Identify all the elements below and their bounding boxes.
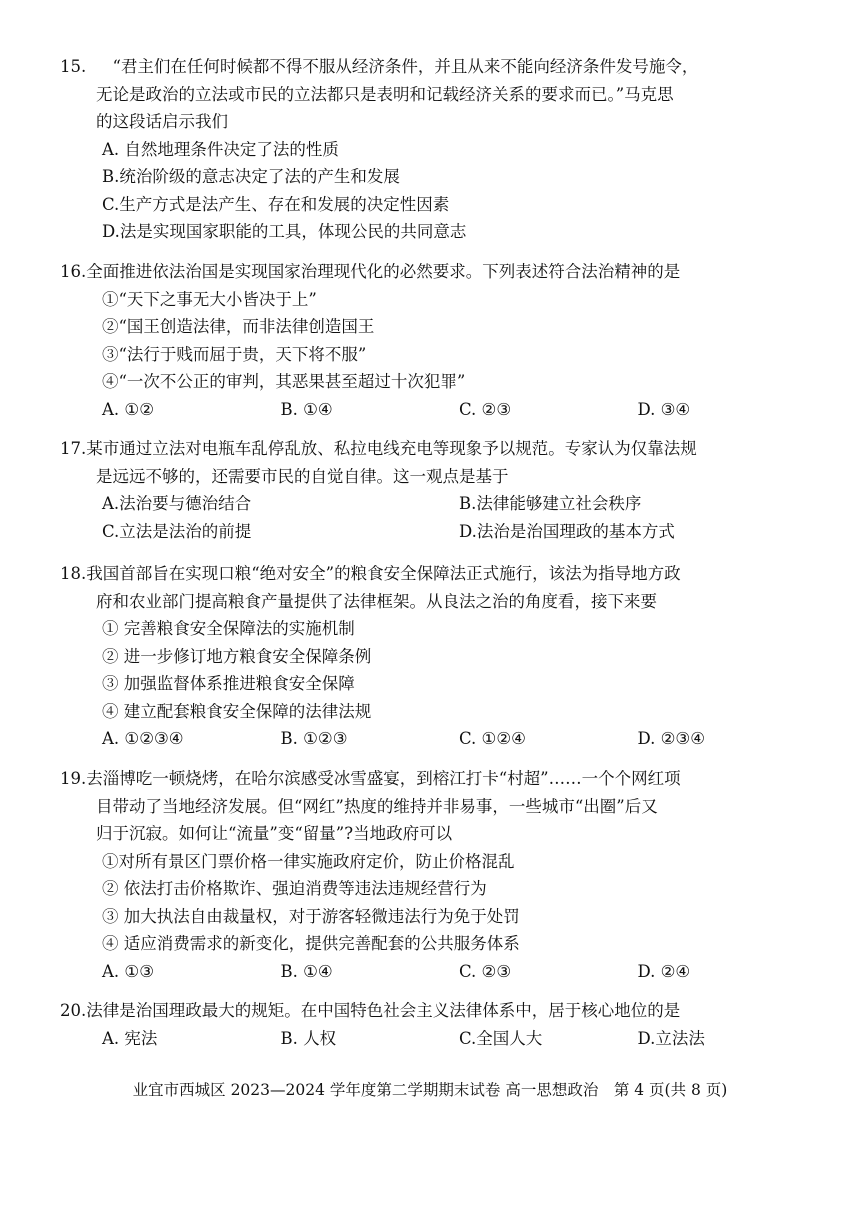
question-16 (60, 258, 816, 423)
question-stem-line: 府和农业部门提高粮食产量提供了法律框架。从良法之治的角度看，接下来要 (96, 591, 657, 611)
choice-d: D.法治是治国理政的基本方式 (459, 521, 675, 541)
question-stem-line: 全面推进依法治国是实现国家治理现代化的必然要求。下列表述符合法治精神的是 (86, 262, 681, 281)
question-stem-line: 是远远不够的，还需要市民的自觉自律。这一观点是基于 (96, 466, 509, 486)
question-stem-line: 某市通过立法对电瓶车乱停乱放、私拉电线充电等现象予以规范。专家认为仅靠法规 (86, 439, 697, 458)
choice-b: B. ①④ (280, 961, 333, 981)
choice-b: B.法律能够建立社会秩序 (459, 494, 642, 513)
choice-b: B. ①④ (280, 399, 333, 419)
choice-a: A. 宪法 (102, 1028, 158, 1048)
question-stem-line: 归于沉寂。如何让“流量”变“留量”?当地政府可以 (96, 824, 453, 843)
question-15 (60, 53, 810, 246)
choice-b: B. 人权 (280, 1028, 337, 1048)
question-stem-line: 法律是治国理政最大的规矩。在中国特色社会主义法律体系中，居于核心地位的是 (86, 1001, 681, 1020)
question-number: 20. (60, 1001, 87, 1020)
question-18 (60, 560, 816, 753)
statement-4: ④“一次不公正的审判，其恶果甚至超过十次犯罪” (102, 372, 466, 391)
question-stem-line: 目带动了当地经济发展。但“网红”热度的维持并非易事，一些城市“出圈”后又 (96, 796, 658, 816)
question-number: 17. (60, 439, 87, 458)
question-number: 19. (60, 769, 87, 788)
question-number: 15. (60, 57, 87, 76)
answer-choices-row-2 (96, 518, 816, 546)
statement-1: ①对所有景区门票价格一律实施政府定价，防止价格混乱 (102, 851, 515, 871)
answer-choices (96, 958, 816, 986)
option-a: A. 自然地理条件决定了法的性质 (102, 139, 339, 159)
choice-b: B. ①②③ (280, 729, 348, 748)
choice-d: D. ③④ (637, 399, 691, 419)
choice-d: D.立法法 (637, 1028, 705, 1048)
choice-c: C.全国人大 (459, 1028, 543, 1048)
answer-choices (96, 1025, 816, 1053)
choice-c: C. ②③ (459, 399, 512, 419)
question-number: 18. (60, 564, 87, 583)
question-20 (60, 997, 816, 1052)
statement-2: ② 依法打击价格欺诈、强迫消费等违法违规经营行为 (102, 879, 487, 898)
answer-choices (96, 396, 816, 424)
question-17 (60, 435, 816, 545)
statement-4: ④ 建立配套粮食安全保障的法律法规 (102, 701, 372, 721)
choice-c: C.立法是法治的前提 (102, 521, 252, 541)
question-stem-line: 无论是政治的立法或市民的立法都只是表明和记载经济关系的要求而已。”马克思 (96, 84, 674, 104)
choice-c: C. ①②④ (459, 729, 526, 748)
choice-a: A.法治要与德治结合 (102, 494, 252, 513)
statement-3: ③ 加大执法自由裁量权，对于游客轻微违法行为免于处罚 (102, 906, 520, 926)
statement-4: ④ 适应消费需求的新变化，提供完善配套的公共服务体系 (102, 934, 520, 953)
statement-2: ② 进一步修订地方粮食安全保障条例 (102, 646, 372, 666)
choice-d: D. ②④ (637, 961, 691, 981)
choice-a: A. ①②③④ (102, 729, 184, 748)
option-c: C.生产方式是法产生、存在和发展的决定性因素 (102, 194, 450, 214)
question-stem-line: “君主们在任何时候都不得不服从经济条件，并且从来不能向经济条件发号施令， (96, 57, 699, 76)
statement-3: ③“法行于贱而屈于贵，天下将不服” (102, 344, 367, 364)
option-d: D.法是实现国家职能的工具，体现公民的共同意志 (102, 222, 467, 241)
answer-choices-row-1 (96, 490, 816, 518)
choice-c: C. ②③ (459, 961, 512, 981)
answer-choices (96, 725, 816, 753)
question-number: 16. (60, 262, 87, 281)
choice-a: A. ①② (102, 399, 154, 419)
statement-1: ①“天下之事无大小皆决于上” (102, 289, 317, 309)
option-b: B.统治阶级的意志决定了法的产生和发展 (102, 167, 400, 186)
statement-2: ②“国王创造法律，而非法律创造国王 (102, 317, 375, 336)
choice-a: A. ①③ (102, 961, 154, 981)
question-19 (60, 765, 816, 985)
statement-1: ① 完善粮食安全保障法的实施机制 (102, 619, 355, 638)
question-stem-line: 的这段话启示我们 (96, 112, 228, 131)
page-footer: 业宜市西城区 2023—2024 学年度第二学期期末试卷 高一思想政治 第 4 页(共 8 页) (132, 1081, 728, 1099)
statement-3: ③ 加强监督体系推进粮食安全保障 (102, 674, 355, 693)
question-stem-line: 我国首部旨在实现口粮“绝对安全”的粮食安全保障法正式施行，该法为指导地方政 (86, 564, 681, 583)
choice-d: D. ②③④ (637, 729, 706, 748)
question-stem-line: 去淄博吃一顿烧烤，在哈尔滨感受冰雪盛宴，到榕江打卡“村超”……一个个网红项 (86, 769, 681, 788)
